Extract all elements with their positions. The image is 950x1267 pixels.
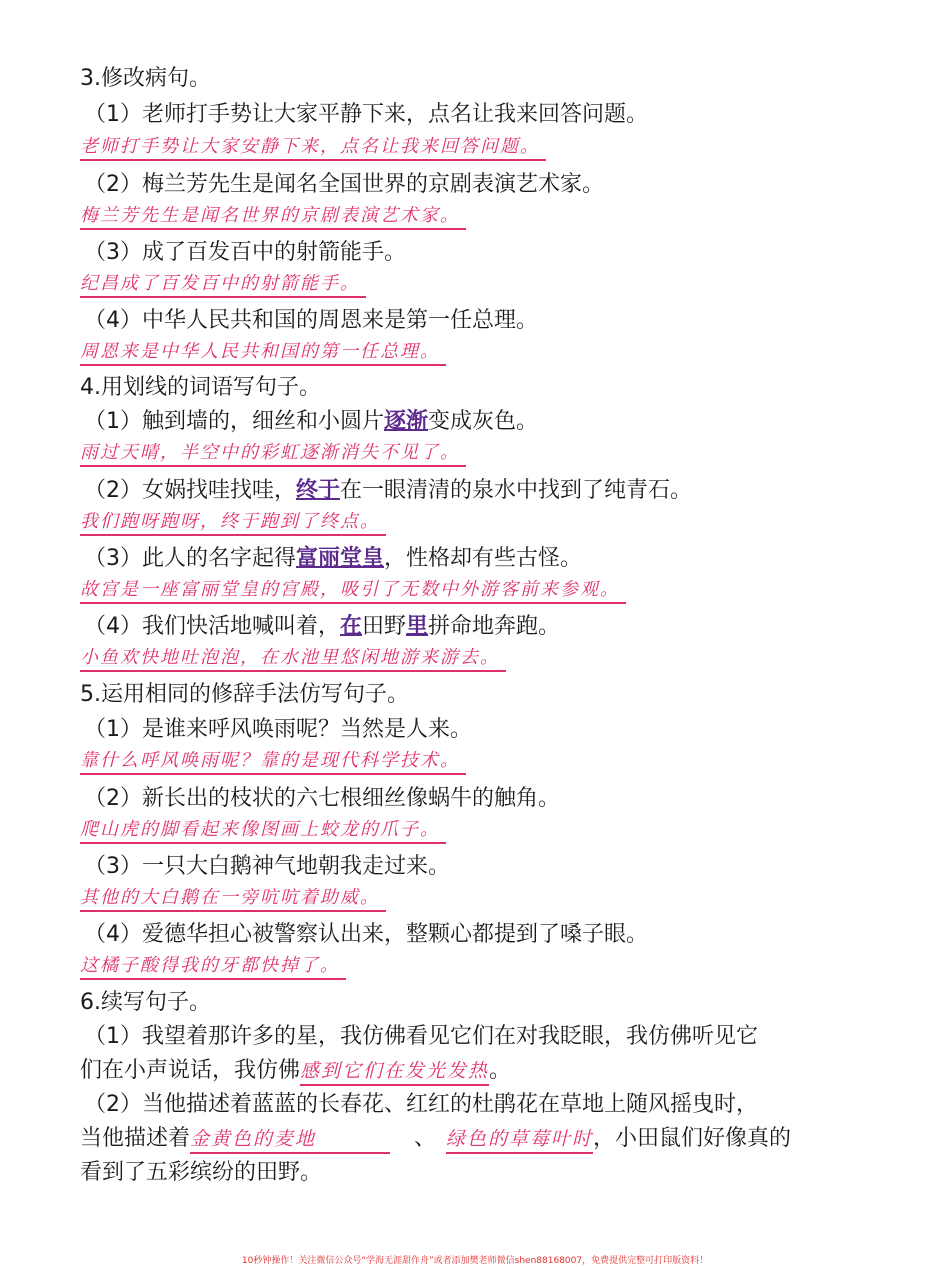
s4-answer-2: 我们跑呀跑呀，终于跑到了终点。 [80,510,386,536]
s5-question-2: （2）新长出的枝状的六七根细丝像蜗牛的触角。 [84,786,560,811]
s5-answer-4: 这橘子酸得我的牙都快掉了。 [80,954,346,980]
s3-question-3: （3）成了百发百中的射箭能手。 [84,240,406,265]
s5-question-3: （3）一只大白鹅神气地朝我走过来。 [84,854,450,879]
section-3-title: 3.修改病句。 [80,66,211,91]
s4-q3-highlight: 富丽堂皇 [296,546,385,571]
s6-question-2-line-1: （2）当他描述着蓝蓝的长春花、红红的杜鹃花在草地上随风摇曳时， [84,1092,758,1117]
s4-q2-text: （2）女娲找哇找哇， [84,478,296,503]
s5-answer-3: 其他的大白鹅在一旁吭吭着助威。 [80,886,386,912]
s3-answer-2: 梅兰芳先生是闻名世界的京剧表演艺术家。 [80,204,466,230]
s6-q2-answer-1: 金黄色的麦地 [190,1126,390,1154]
s4-q4-text-end: 拼命地奔跑。 [428,614,561,639]
s3-answer-4: 周恩来是中华人民共和国的第一任总理。 [80,340,446,366]
section-6-title: 6.续写句子。 [80,990,211,1015]
s4-q3-text-end: ，性格却有些古怪。 [384,546,583,571]
s6-q1-text: 们在小声说话，我仿佛 [80,1058,301,1083]
s3-question-1: （1）老师打手势让大家平静下来，点名让我来回答问题。 [84,102,648,127]
s3-question-2: （2）梅兰芳先生是闻名全国世界的京剧表演艺术家。 [84,172,604,197]
section-5-title: 5.运用相同的修辞手法仿写句子。 [80,682,409,707]
s4-q3-text: （3）此人的名字起得 [84,546,296,571]
s5-question-4: （4）爱德华担心被警察认出来，整颗心都提到了嗓子眼。 [84,922,648,947]
s4-q4-text: （4）我们快活地喊叫着， [84,614,340,639]
s4-question-3 [84,544,910,574]
section-4-title: 4.用划线的词语写句子。 [80,375,321,400]
s6-q2-text: 当他描述着 [80,1126,191,1151]
s6-q1-text-end: 。 [489,1058,512,1083]
s3-answer-3: 纪昌成了百发百中的射箭能手。 [80,272,366,298]
s4-q4-text-mid: 田野 [362,614,407,639]
s6-q2-separator: 、 [414,1126,437,1151]
s5-answer-2: 爬山虎的脚看起来像图画上蛟龙的爪子。 [80,818,446,844]
s4-q2-highlight: 终于 [296,478,341,503]
s6-question-2-line-3: 看到了五彩缤纷的田野。 [80,1160,323,1185]
s4-q4-highlight-1: 在 [340,614,363,639]
s6-q1-answer: 感到它们在发光发热 [300,1058,489,1086]
s4-q4-highlight-2: 里 [406,614,429,639]
s6-q2-text-end: ，小田鼠们好像真的 [593,1126,792,1151]
s4-question-1 [84,407,910,437]
s6-question-1-line-1: （1）我望着那许多的星，我仿佛看见它们在对我眨眼，我仿佛听见它 [84,1024,758,1049]
s4-q1-highlight: 逐渐 [384,409,429,434]
s6-question-1-line-2 [80,1056,910,1086]
s4-q2-text-end: 在一眼清清的泉水中找到了纯青石。 [340,478,693,503]
s3-question-4: （4）中华人民共和国的周恩来是第一任总理。 [84,308,538,333]
footer-note: 10秒钟操作！关注微信公众号“学海无涯甜作舟”或者添加樊老师微信shen88168007，免费提供完整可打印版资料！ [241,1256,709,1266]
s3-answer-1: 老师打手势让大家安静下来，点名让我来回答问题。 [80,135,546,161]
s4-question-4 [84,612,910,642]
s4-q1-text-end: 变成灰色。 [428,409,539,434]
s4-answer-3: 故宫是一座富丽堂皇的宫殿，吸引了无数中外游客前来参观。 [80,578,626,604]
s5-answer-1: 靠什么呼风唤雨呢？靠的是现代科学技术。 [80,749,466,775]
s4-question-2 [84,476,910,506]
s6-question-2-line-2 [80,1124,910,1154]
s6-q2-answer-2: 绿色的草莓叶时 [446,1126,593,1154]
s4-q1-text: （1）触到墙的，细丝和小圆片 [84,409,384,434]
s4-answer-1: 雨过天晴，半空中的彩虹逐渐消失不见了。 [80,441,466,467]
s5-question-1: （1）是谁来呼风唤雨呢？当然是人来。 [84,717,472,742]
s4-answer-4: 小鱼欢快地吐泡泡，在水池里悠闲地游来游去。 [80,646,506,672]
